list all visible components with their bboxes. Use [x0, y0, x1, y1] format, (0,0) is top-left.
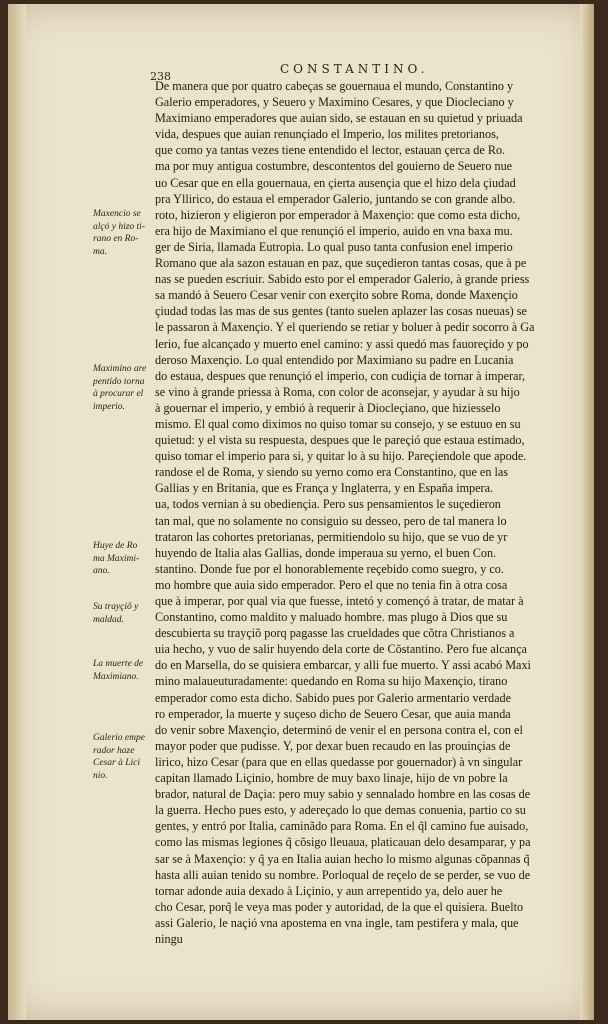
text-line: brador, natural de Daçia: pero muy sabio y sennalado hombre en las cosas de	[155, 787, 531, 802]
text-line: mo hombre que auia sido emperador. Pero el que no tenia fin à otra cosa	[155, 577, 508, 592]
text-line: Romano que ala sazon estauan en paz, que suçedieron tantas cosas, que à pe	[155, 256, 527, 271]
marginal-note-line: ma.	[93, 246, 107, 257]
marginal-note-line: Maximiano.	[93, 671, 139, 682]
text-line: De manera que por quatro cabeças se gouernaua el mundo, Constantino y	[155, 79, 514, 93]
text-line: uo Cesar que en ella gouernaua, en çierta ausençia que el hizo dela çiudad	[155, 175, 516, 190]
marginal-note-line: maldad.	[93, 614, 124, 625]
text-line: mismo. El qual como diximos no quiso tomar su consejo, y se estuuo en su	[155, 416, 521, 431]
text-line: do venir sobre Maxençio, determinó de venir el en persona contra el, con el	[155, 722, 523, 737]
text-line: hasta alli auian tenido su nombre. Porloqual de reçelo de se perder, se vuo de	[155, 867, 531, 882]
page-gutter	[8, 4, 26, 1020]
text-line: vida, despues que auian renunçiado el Imperio, los milites pretorianos,	[155, 127, 499, 142]
marginal-note	[93, 540, 171, 578]
text-line: ro emperador, la muerte y suçeso dicho de Seuero Cesar, que auia manda	[155, 706, 511, 721]
text-line: ningu	[155, 931, 183, 946]
marginal-note-line: alçó y hizo ti-	[93, 221, 145, 232]
page-edge	[580, 4, 594, 1020]
text-line: pra Yllirico, do estaua el emperador Galerio, juntando se con grande albo.	[155, 191, 516, 206]
text-line: roto, hizieron y eligieron por emperador à Maxençio: que como esta dicho,	[155, 207, 521, 222]
text-line: ua, todos vernian à su obediençia. Pero sus pensamientos le suçedieron	[155, 497, 501, 512]
text-line: era hijo de Maximiano el que renunçió el imperio, auido en vna baxa mu.	[155, 223, 513, 238]
marginal-note-line: à procurar el	[93, 389, 144, 399]
text-line: uia hecho, y vuo de salir huyendo dela corte de Cõstantino. Pero fue alcança	[155, 642, 527, 657]
text-line: nas se pueden escriuir. Sabido esto por el emperador Galerio, à grande priess	[155, 272, 530, 287]
body-text	[155, 78, 575, 947]
text-line: lerio, fue alcançado y muerto enel camino: y assi quedó mas fauoreçido y po	[155, 336, 529, 351]
text-line: mayor poder que pudisse. Y, por dexar buen recaudo en las prouinçias de	[155, 738, 511, 753]
marginal-note-line: rador haze	[93, 745, 135, 756]
text-line: se vino à grande priessa à Roma, con color de aconsejar, y ayudar à su hijo	[155, 384, 520, 399]
text-line: la guerra. Hecho pues esto, y adereçado lo que demas conuenia, partio co su	[155, 803, 526, 818]
text-line: assi Galerio, le naçió vna apostema en vna ingle, tam pestifera y mala, que	[155, 915, 519, 930]
marginal-note-line: Su trayçiõ y	[93, 602, 139, 612]
marginal-note	[93, 732, 171, 782]
text-line: como las mismas legiones q̃ cõsigo lleuaua, platicauan delo desamparar, y pa	[155, 835, 531, 850]
text-line: à gouernar el imperio, y embió à requerir à Diocleçiano, que hiziesselo	[155, 400, 501, 415]
marginal-note-line: La muerte de	[93, 659, 144, 669]
running-head: CONSTANTINO.	[280, 62, 429, 76]
text-line: lirico, hizo Cesar (para que en ellas quedasse por gouernador) à vn singular	[155, 754, 523, 769]
text-line: que como ya tantas vezes tiene entendido el lector, estauan çerca de Ro.	[155, 143, 506, 158]
text-line: huyendo de Italia alas Gallias, donde imperaua su yerno, el buen Con.	[155, 545, 497, 560]
text-line: deroso Maxençio. Lo qual entendido por Maximiano su padre en Lucania	[155, 352, 514, 367]
marginal-note-line: Maxencio se	[93, 209, 141, 219]
text-line: cho Cesar, porq̃ le veya mas poder y autoridad, de la que el quisiera. Buelto	[155, 899, 524, 914]
text-line: Constantino, como maldito y maluado hombre. mas plugo à Dios que su	[155, 610, 508, 625]
marginal-note-line: Galerio empe	[93, 733, 145, 743]
text-line: randose el de Roma, y siendo su yerno como era Constantino, que en las	[155, 465, 509, 480]
marginal-note-line: ma Maximi-	[93, 553, 140, 564]
text-line: Galerio emperadores, y Seuero y Maximino Cesares, y que Diocleciano y	[155, 95, 514, 110]
text-line: ma por muy antigua costumbre, descontentos del gouierno de Seuero nue	[155, 159, 513, 174]
marginal-note-line: ano.	[93, 566, 110, 576]
marginal-note-line: rano en Ro-	[93, 234, 139, 244]
marginal-note-line: Maximino are	[93, 364, 147, 374]
text-line: sar se à Maxençio: y q̃ ya en Italia auian hecho lo mismo algunas cõpannas q̃	[155, 851, 530, 866]
text-line: mino malaueuturadamente: quedando en Roma su hijo Maxençio, tirano	[155, 674, 508, 689]
text-line: tan mal, que no solamente no consiguio su desseo, pero de tal manera lo	[155, 513, 507, 528]
text-line: do estaua, despues que renunçió el imperio, con cudiçia de tornar à imperar,	[155, 368, 526, 383]
text-line: trataron las cohortes pretorianas, permitiendolo su hijo, que se vuo de yr	[155, 529, 508, 544]
marginal-note	[93, 363, 171, 413]
text-line: que à imperar, por qual via que fuesse, intetó y començó à tratar, de matar à	[155, 594, 524, 608]
text-line: emperador como esta dicho. Sabido pues por Galerio armentario verdade	[155, 690, 512, 705]
text-line: quiso tomar el imperio para si, y quitar lo à su hijo. Pareçiendole que apode.	[155, 449, 527, 464]
text-line: sa mandó à Seuero Cesar venir con exerçito sobre Roma, donde Maxençio	[155, 288, 518, 303]
text-line: tornar adonde auia dexado à Liçinio, y aun arrepentido ya, delo auer he	[155, 883, 503, 898]
text-line: do en Marsella, do se quisiera embarcar, y alli fue muerto. Y assi acabó Maxi	[155, 658, 531, 673]
text-line: Gallias y en Britania, que es França y Inglaterra, y en España impera.	[155, 481, 494, 496]
marginal-note	[93, 601, 171, 626]
text-line: le passaron à Maxençio. Y el queriendo se retiar y boluer à pedir socorro à Ga	[155, 320, 535, 335]
marginal-note-line: Huye de Ro	[93, 541, 138, 551]
text-line: çiudad todas las mas de sus gentes (tanto suelen aplazer las cosas nueuas) se	[155, 304, 527, 319]
marginal-note-line: pentido torna	[93, 376, 145, 387]
page-number: 238	[150, 70, 171, 83]
marginal-note-line: imperio.	[93, 401, 125, 412]
marginal-note	[93, 208, 171, 258]
text-line: ger de Siria, llamada Eutropia. Lo qual puso tanta confusion enel imperio	[155, 239, 513, 254]
marginal-note-line: Cesar à Lici	[93, 758, 140, 768]
text-line: Maximiano emperadores que auian sido, se estauan en su quietud y priuada	[155, 111, 523, 126]
marginal-note-line: nio.	[93, 770, 108, 781]
marginal-note	[93, 658, 171, 683]
text-line: descubierta su trayçiõ porq pagasse las crueldades que cõtra Christianos a	[155, 626, 515, 641]
text-line: stantino. Donde fue por el honorablemente reçebido como suegro, y co.	[155, 561, 504, 576]
text-line: capitan llamado Liçinio, hombre de muy baxo linaje, hijo de vn pobre la	[155, 771, 508, 786]
text-line: gentes, y entró por Italia, caminãdo para Roma. En el q̃l camino fue auisado,	[155, 819, 529, 834]
text-line: quietud: y el vista su respuesta, despues que le pareçió que estaua estimado,	[155, 433, 525, 448]
